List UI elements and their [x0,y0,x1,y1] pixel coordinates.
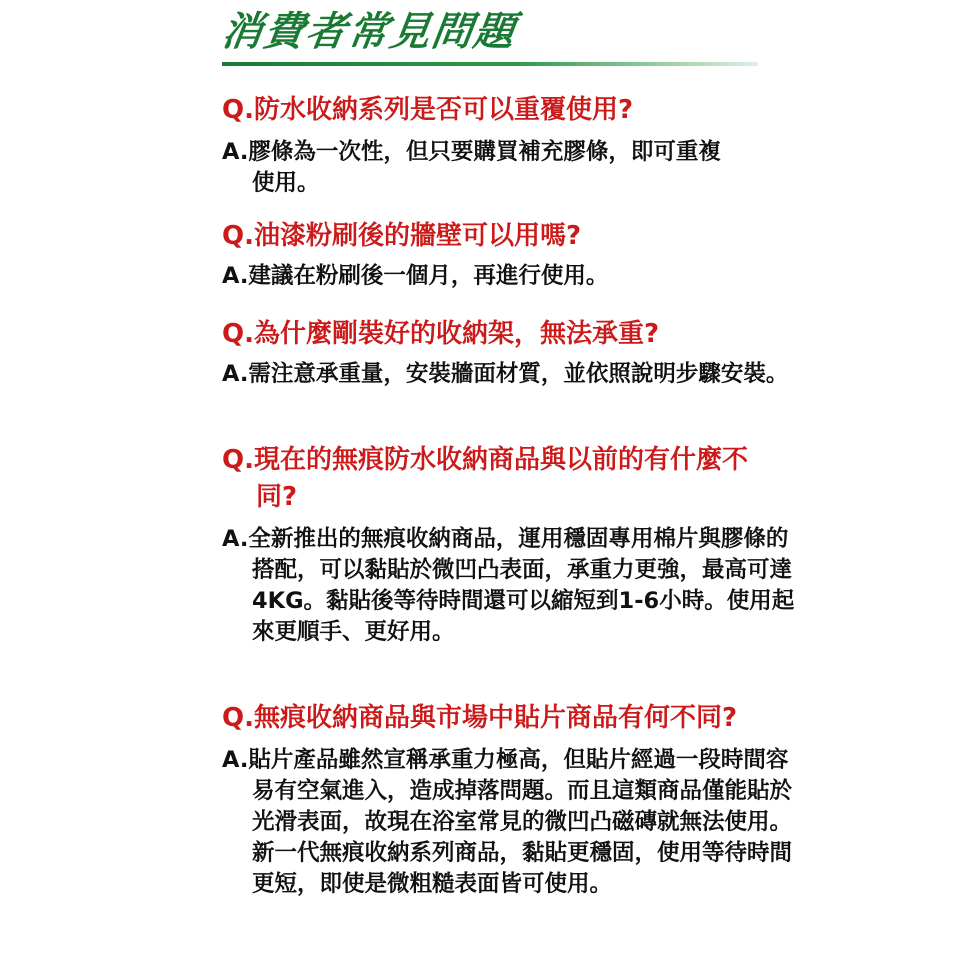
faq-question: Q.油漆粉刷後的牆壁可以用嗎? [222,221,582,251]
faq-item-4 [222,442,795,648]
faq-answer: A.貼片產品雖然宣稱承重力極高，但貼片經過一段時間容易有空氣進入，造成掉落問題。而且這類商品僅能貼於光滑表面，故現在浴室常見的微凹凸磁磚就無法使用。新一代無痕收納系列商品，黏貼更穩固，使用等待時間更短，即使是微粗糙表面皆可使用。 [222,747,793,897]
faq-answer: A.全新推出的無痕收納商品，運用穩固專用棉片與膠條的搭配，可以黏貼於微凹凸表面，承重力更強，最高可達4KG。黏貼後等待時間還可以縮短到1-6小時。使用起來更順手、更好用。 [222,526,795,645]
faq-item-2 [222,218,782,292]
faq-answer: A.需注意承重量，安裝牆面材質，並依照說明步驟安裝。 [222,361,789,387]
title-underline [222,62,758,66]
faq-answer: A.建議在粉刷後一個月，再進行使用。 [222,263,609,289]
faq-item-3 [222,316,789,390]
faq-item-5 [222,700,793,900]
faq-question: Q.現在的無痕防水收納商品與以前的有什麼不同? [222,445,748,512]
page-title: 消費者常見問題 [218,9,520,55]
faq-question: Q.為什麼剛裝好的收納架，無法承重? [222,319,660,349]
faq-question: Q.防水收納系列是否可以重覆使用? [222,95,634,125]
faq-question: Q.無痕收納商品與市場中貼片商品有何不同? [222,703,738,733]
faq-item-1 [222,92,782,199]
faq-answer: A.膠條為一次性，但只要購買補充膠條，即可重複使用。 [222,139,721,196]
